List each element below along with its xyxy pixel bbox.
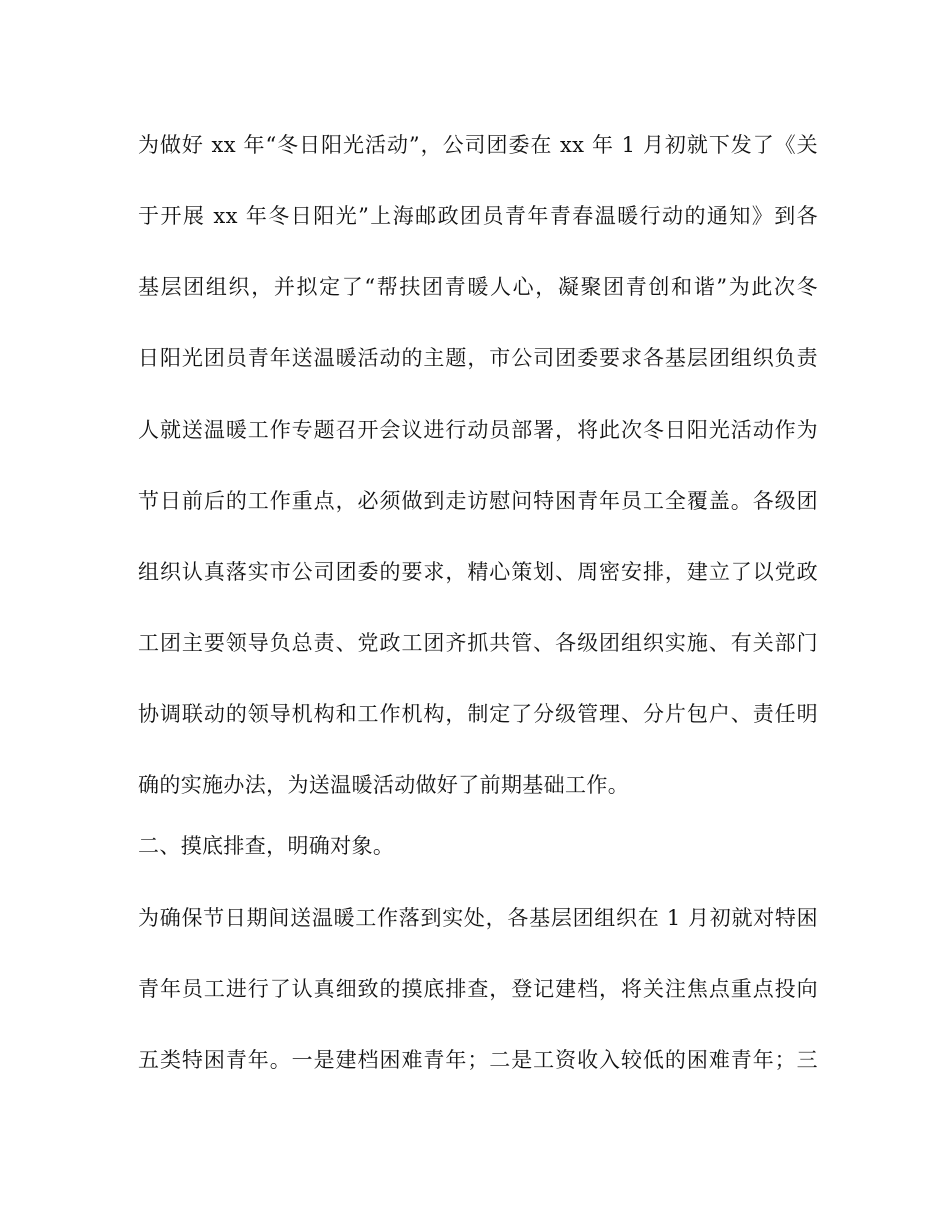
paragraph-line: 于开展 xx 年冬日阳光”上海邮政团员青年青春温暖行动的通知》到各 [138, 204, 818, 228]
paragraph-line: 人就送温暖工作专题召开会议进行动员部署，将此次冬日阳光活动作为 [138, 418, 818, 442]
paragraph-line: 工团主要领导负总责、党政工团齐抓共管、各级团组织实施、有关部门 [138, 631, 818, 655]
paragraph-line: 为确保节日期间送温暖工作落到实处，各基层团组织在 1 月初就对特困 [138, 906, 818, 930]
paragraph-line: 青年员工进行了认真细致的摸底排查，登记建档，将关注焦点重点投向 [138, 977, 818, 1001]
section-heading: 二、摸底排查，明确对象。 [138, 834, 395, 858]
paragraph-line: 协调联动的领导机构和工作机构，制定了分级管理、分片包户、责任明 [138, 702, 818, 726]
paragraph-line: 节日前后的工作重点，必须做到走访慰问特困青年员工全覆盖。各级团 [138, 489, 818, 513]
paragraph-line: 日阳光团员青年送温暖活动的主题，市公司团委要求各基层团组织负责 [138, 346, 818, 370]
paragraph-line: 五类特困青年。一是建档困难青年；二是工资收入较低的困难青年；三 [138, 1048, 818, 1072]
paragraph-line: 基层团组织，并拟定了“帮扶团青暖人心，凝聚团青创和谐”为此次冬 [138, 275, 818, 299]
paragraph-line: 组织认真落实市公司团委的要求，精心策划、周密安排，建立了以党政 [138, 560, 818, 584]
paragraph-line: 确的实施办法，为送温暖活动做好了前期基础工作。 [138, 773, 630, 797]
paragraph-line: 为做好 xx 年“冬日阳光活动”，公司团委在 xx 年 1 月初就下发了《关 [138, 133, 818, 157]
